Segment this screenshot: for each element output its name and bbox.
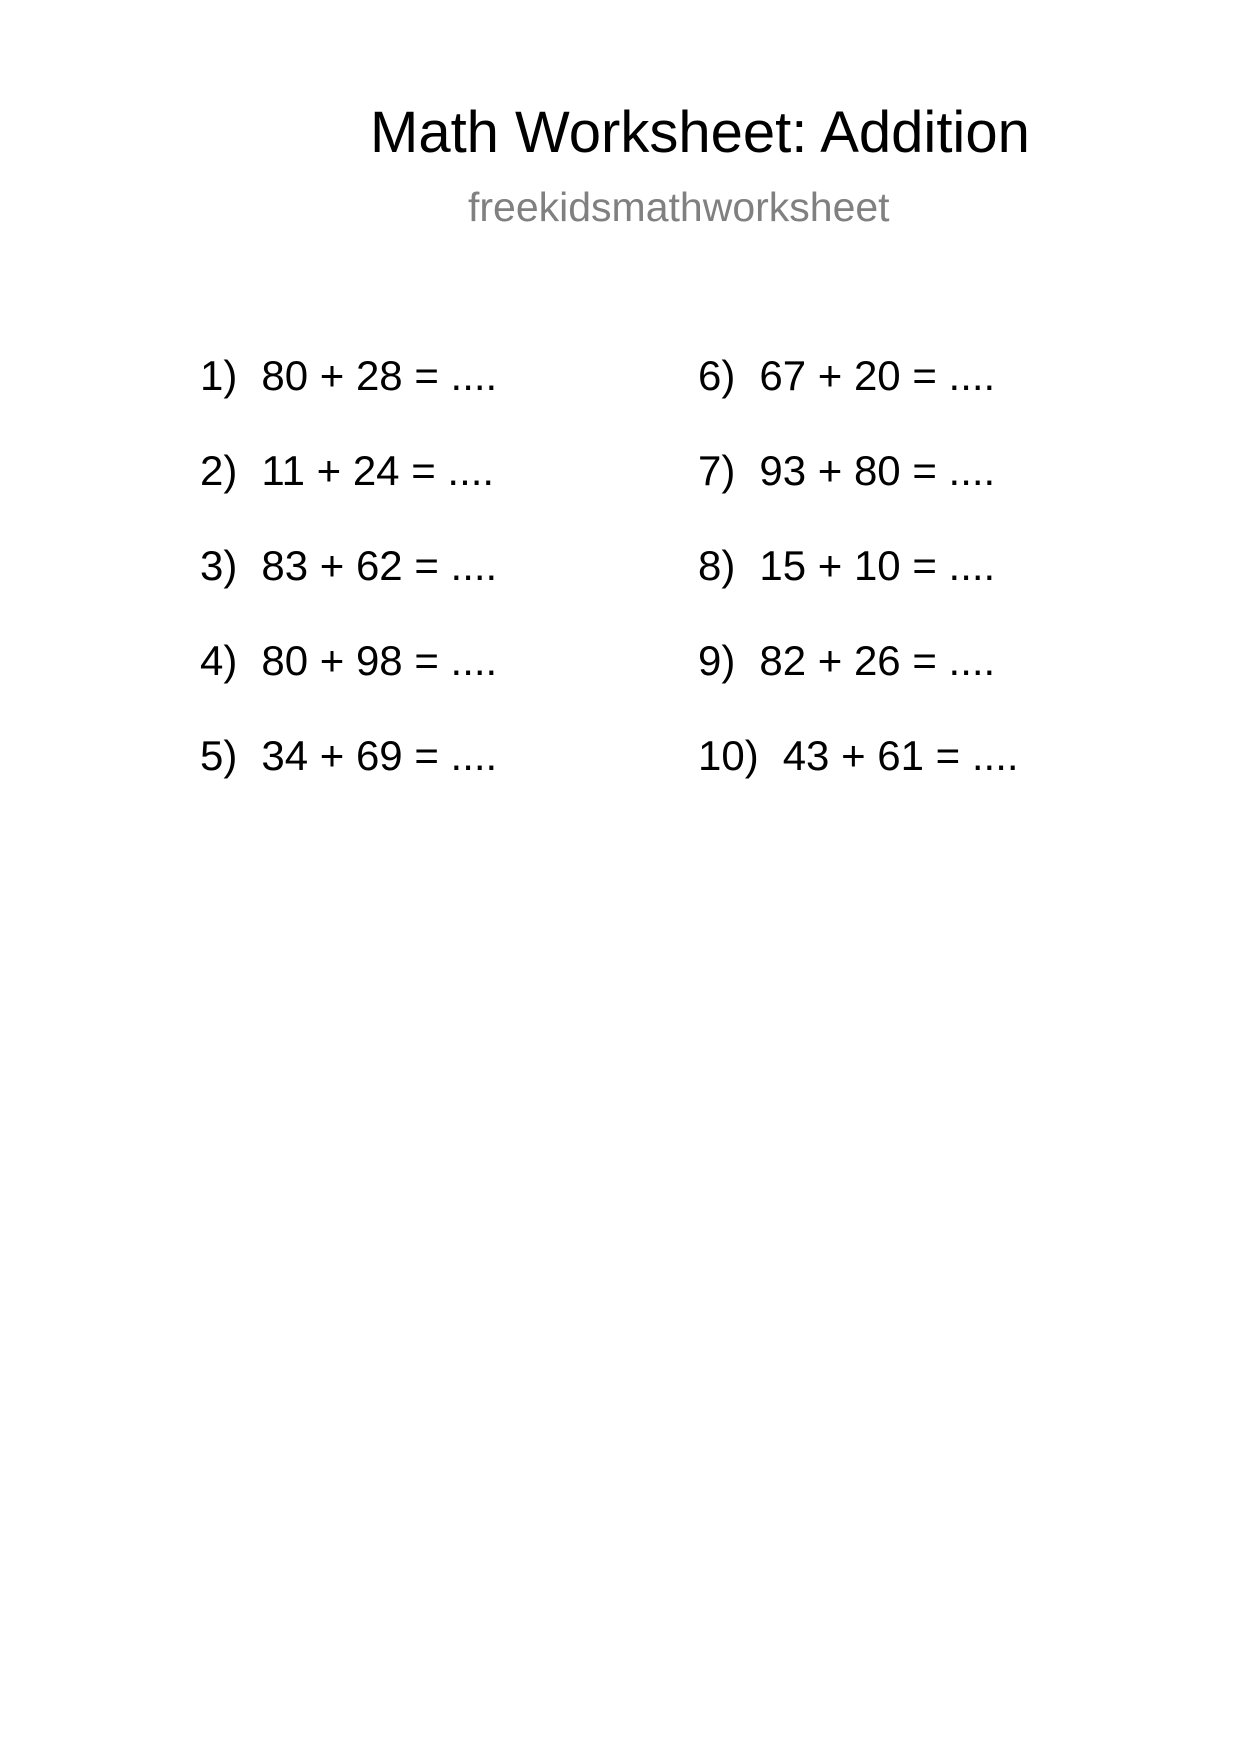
problem-item [698,445,995,497]
problem-number: 1) [200,352,238,399]
problem-item [698,730,1019,782]
problem-item [200,635,497,687]
problem-number: 5) [200,732,238,779]
problem-number: 9) [698,637,736,684]
problem-number: 6) [698,352,736,399]
problem-expression: 43 + 61 = .... [782,732,1019,779]
problem-expression: 82 + 26 = .... [759,637,996,684]
problem-expression: 93 + 80 = .... [759,447,996,494]
problem-item [200,350,497,402]
problem-expression: 80 + 28 = .... [261,352,498,399]
problem-number: 3) [200,542,238,589]
problem-number: 2) [200,447,238,494]
problem-expression: 83 + 62 = .... [261,542,498,589]
problem-number: 4) [200,637,238,684]
page-subtitle: freekidsmathworksheet [468,184,890,230]
problem-number: 7) [698,447,736,494]
problem-item [698,540,995,592]
problem-item [200,540,497,592]
problem-expression: 11 + 24 = .... [261,447,495,494]
problem-item [200,445,494,497]
problem-expression: 67 + 20 = .... [759,352,996,399]
problem-number: 10) [698,732,759,779]
problem-expression: 15 + 10 = .... [759,542,996,589]
problem-number: 8) [698,542,736,589]
problem-expression: 80 + 98 = .... [261,637,498,684]
page-title: Math Worksheet: Addition [370,100,1030,165]
problem-expression: 34 + 69 = .... [261,732,498,779]
problem-item [200,730,497,782]
problem-item [698,635,995,687]
problem-item [698,350,995,402]
